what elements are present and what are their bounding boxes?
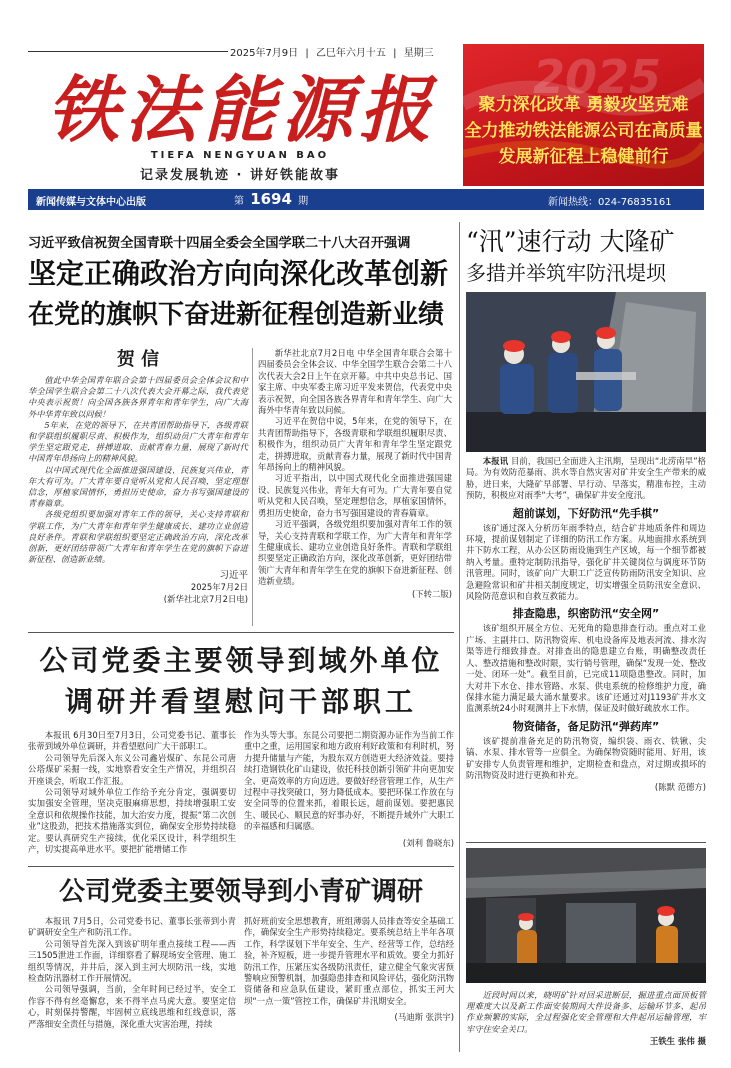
visit-para-1: 本报讯 6月30日至7月3日，公司党委书记、董事长张蒂到域外单位调研，并看望慰问广大干部职工。 [28,730,236,752]
lunar-date: 乙巳年六月十五 [315,48,386,59]
flood-sec1-title: 超前谋划，下好防汛“先手棋” [512,506,660,520]
letter-source: (新华社北京7月2日电) [163,594,248,605]
caption-text: 近段时间以来，晓明矿针对回采进断层，掘进重点面顶板管理难度大以及新工作面安装期间大件设备多、运输环节多、起吊作业频繁的实际，全过程强化安全管理和大件起吊运输管理，牢牢守住安全关口。 [466,990,706,1034]
newspaper-pinyin: TIEFA NENGYUAN BAO [150,150,330,161]
banner-line-2: 全力推动铁法能源公司在高质量 [464,121,703,141]
newspaper-slogan: 记录发展轨迹 · 讲好铁能故事 [140,168,340,183]
letter-date: 2025年7月2日 [190,582,248,593]
newspaper-title: 铁法能源报 [46,67,437,152]
weekday: 星期三 [403,48,434,59]
flood-sec2: 该矿组织开展全方位、无死角的隐患排查行动。重点对工业广场、主副井口、防汛物资库、机电设备库及地表河流、排水沟渠等进行细致排查。对排查出的隐患建立台账，明确整改责任人、整改措施和整改时限，实行销号管理，确保“发现一处、整改一处、闭环一处”。截至目前，已完成11项隐患整改。同时，加大对井下水仓、排水管路、水泵、供电系统的检修维护力度，确保排水能力满足最大涌水量要求。该矿还通过对J1193矿井水文监测系统24小时观测井上下水情，保证及时做好疏放水工作。 [466,623,706,714]
news-hotline: 新闻热线：024-76835161 [548,197,672,208]
lead-para-1: 新华社北京7月2日电 中华全国青年联合会第十四届委员会全体会议、中华全国学生联合会第二十八次代表大会2日上午在京开幕。中共中央总书记、国家主席、中央军委主席习近平发来贺信，代表党中央表示祝贺，向全国各族各界青年和青年学生、向广大海外中华青年致以问候。 [258,348,452,416]
flood-sec2-title: 排查隐患，织密防汛“安全网” [512,607,660,621]
flood-photo [466,292,706,452]
letter-para-1: 值此中华全国青年联合会第十四届委员会全体会议和中华全国学生联合会第二十八次代表大会开幕之际，我代表党中央表示祝贺！向全国各族各界青年和青年学生，向广大海外中华青年致以问候！ [28,375,248,419]
visit-para-4: 作为头等大事。东昆公司要把二期资源办证作为当前工作重中之重，运用国家和地方政府利好政策和有利时机，努力提升储量与产能，为股东双方创造更大经济效益。要持续打造钢铁化矿山建设，依托科技创新引领矿井向更加安全、更高效率的方向迈进。要做好经营管理工作，从生产过程中寻找突破口，努力降低成本。要把环保工作放在与安全同等的位置来抓，着眼长远，超前谋划。要把惠民生、暖民心、顺民意的好事办好，不断提升域外广大职工的幸福感和归属感。 [244,730,454,832]
flood-sign: (陈默 范德方) [654,782,706,793]
issue-number: 第 1694 期 [234,190,309,208]
lead-body [258,348,452,600]
visit-col-1 [28,730,236,855]
lead-para-4: 习近平强调，各级党组织要加强对青年工作的领导，关心支持青联和学联工作，为广大青年和青年学生健康成长、建功立业创造良好条件。青联和学联组织要坚定正确政治方向，深化改革创新，更好团结带领广大青年和青年学生在党的旗帜下奋进新征程、创造新业绩。 [258,519,452,587]
miners-photo-icon [466,292,706,452]
qing-sign: (马迪斯 张洪宇) [394,1012,454,1023]
caption-sign: 王铁生 张伟 摄 [649,1035,706,1046]
flood-title-2: 多措并举筑牢防汛堤坝 [466,261,666,285]
visit-para-2: 公司领导先后深入东义公司鑫岩煤矿、东昆公司唐公塔煤矿采掘一线，实地察看安全生产情况，并组织召开座谈会，听取工作汇报。 [28,752,236,786]
masthead-info-bar [28,189,704,210]
qing-para-3: 公司领导强调，当前，全年时间已经过半，安全工作容不得有丝毫懈怠，来不得半点马虎大意。要坚定信心，时刻保持警醒，牢固树立底线思维和红线意识，落严落细安全责任与措施，深化重大灾害治理，持续 [28,984,236,1029]
flood-sec3-title: 物资储备，备足防汛“弹药库” [512,719,660,733]
publisher: 新闻传媒与文体中心出版 [36,197,146,208]
lead-title-1: 坚定正确政治方向向深化改革创新 [28,257,449,290]
lead-para-2: 习近平在贺信中说，5年来，在党的领导下，在共青团帮助指导下，各级青联和学联组织履职尽责、积极作为，组织动员广大青年和青年学生坚定跟党走，拼搏进取，贡献青春力量，展现了新时代中国青年昂扬向上的精神风貌。 [258,416,452,473]
masthead-banner [463,44,704,186]
banner-line-1: 聚力深化改革 勇毅攻坚克难 [478,95,689,115]
visit-title-1: 公司党委主要领导到域外单位 [39,644,443,677]
flood-intro: 本报讯 目前，我国已全面进入主汛期，呈现出“北涝南旱”格局。为有效防范暴雨、洪水等自然灾害对矿井安全生产带来的威胁，进日来，大隆矿早部署、早行动、早落实，精准布控，主动预防，积极应对雨季“大考”，确保矿井安全度汛。 [466,456,706,501]
qing-col-2 [244,916,454,1023]
visit-col-2 [244,730,454,849]
lead-title-2: 在党的旗帜下奋进新征程创造新业绩 [28,300,445,330]
banner-year: 2025 [533,50,662,104]
visit-para-3: 公司领导对域外单位工作给予充分肯定，强调要切实加强安全管理，坚决克服麻痹思想，持续增强职工安全意识和依规操作技能，加大治安力度，提振“第二次创业”这股劲，把技术措施落实到位，确保安全形势持续稳定。要认真研究生产接续，优化采区设计，科学组织生产，切实提高单进水平。要把扩能增储工作 [28,787,236,855]
tunnel-photo-icon [466,848,706,983]
visit-title-2: 调研并看望慰问干部职工 [64,685,417,718]
letter-signature: 习近平 [219,570,248,582]
flood-sec1: 该矿通过深入分析历年雨季特点，结合矿井地质条件和周边环境，提前谋划制定了详细的防汛工作方案。从地面排水系统到井下防水工程，从办公区防雨设施到生产区域，每一个细节都被纳入考量。重特定制防汛指导，强化矿井关键岗位与调度环节防汛管理。同时，该矿向广大职工广泛宣传防雨防汛安全知识、应急避险常识和矿井相关制度规定，切实增强全员防汛安全意识、风险防范意识和自救互救能力。 [466,522,706,602]
tunnel-photo [466,848,706,983]
lead-continued: (下转二版) [411,588,452,599]
qing-para-1: 本报讯 7月5日，公司党委书记、董事长张蒂到小青矿调研安全生产和防汛工作。 [28,916,236,938]
congratulatory-letter [28,345,248,605]
letter-para-3: 以中国式现代化全面推进强国建设、民族复兴伟业，青年大有可为。广大青年要自觉听从党和人民召唤，坚定理想信念，厚植家国情怀，勇担历史使命，奋力书写强国建设的青春篇章。 [28,464,248,509]
flood-title-1: “汛”速行动 大隆矿 [466,227,675,256]
qing-para-4: 抓好班前安全思想教育，班组薄弱人员排查等安全基础工作，确保安全生产形势持续稳定。要系统总结上半年各项工作，科学谋划下半年安全、生产、经营等工作，总结经验，补齐短板，进一步提升管理水平和质效。要全力抓好防汛工作，压紧压实各级防汛责任，建立健全气象灾害预警响应预警机制，加强隐患排查和风险评估，强化防汛物资储备和应急队伍建设，紧盯重点部位，抓实王河大坝“一点一策”管控工作，确保矿井汛期安全。 [244,916,454,1006]
photo-caption [466,990,706,1047]
letter-para-2: 5年来，在党的领导下，在共青团帮助指导下，各级青联和学联组织履职尽责、积极作为，组织动员广大青年和青年学生坚定跟党走，拼搏进取、贡献青春力量，展现了新时代中国青年昂扬向上的精神风貌。 [28,419,248,464]
qing-para-2: 公司领导首先深入到该矿明年重点接续工程——西三1505泄进工作面，详细察看了解现场安全管理、施工组织等情况，并井后，深入到主河大坝防汛一线，实地检查防汛器材工作开展情况。 [28,938,236,984]
flood-sec3: 该矿提前准备充足的防汛物资，编织袋、雨衣、铁锹、尖镐、水泵、排水管等一应俱全。为确保物资随时能用、好用，该矿安排专人负责管理和维护，定期检查和盘点，对过期或损坏的防汛物资及时进行更换和补充。 [466,735,706,780]
letter-para-4: 各级党组织要加强对青年工作的领导，关心支持青联和学联工作，为广大青年和青年学生健康成长、建功立业创造良好条件。青联和学联组织要坚定正确政治方向，深化改革创新，更好团结带领广大青年和青年学生在党的旗帜下奋进新征程、创造新业绩。 [28,509,248,565]
qing-col-1 [28,916,236,1030]
masthead-dateline: 2025年7月9日 | 乙巳年六月十五 | 星期三 [230,48,434,59]
flood-body [466,456,706,793]
issue-date: 2025年7月9日 [230,48,299,59]
visit-sign: (刘利 鲁晓东) [402,837,454,848]
banner-line-3: 发展新征程上稳健前行 [498,147,669,167]
qing-title: 公司党委主要领导到小青矿调研 [58,877,423,907]
lead-kicker: 习近平致信祝贺全国青联十四届全委会全国学联二十八大召开强调 [28,236,411,251]
letter-title: 贺 信 [116,349,160,370]
lead-para-3: 习近平指出，以中国式现代化全面推进强国建设、民族复兴伟业，青年大有可为。广大青年要自觉听从党和人民召唤，坚定理想信念，厚植家国情怀，勇担历史使命，奋力书写强国建设的青春篇章。 [258,473,452,518]
